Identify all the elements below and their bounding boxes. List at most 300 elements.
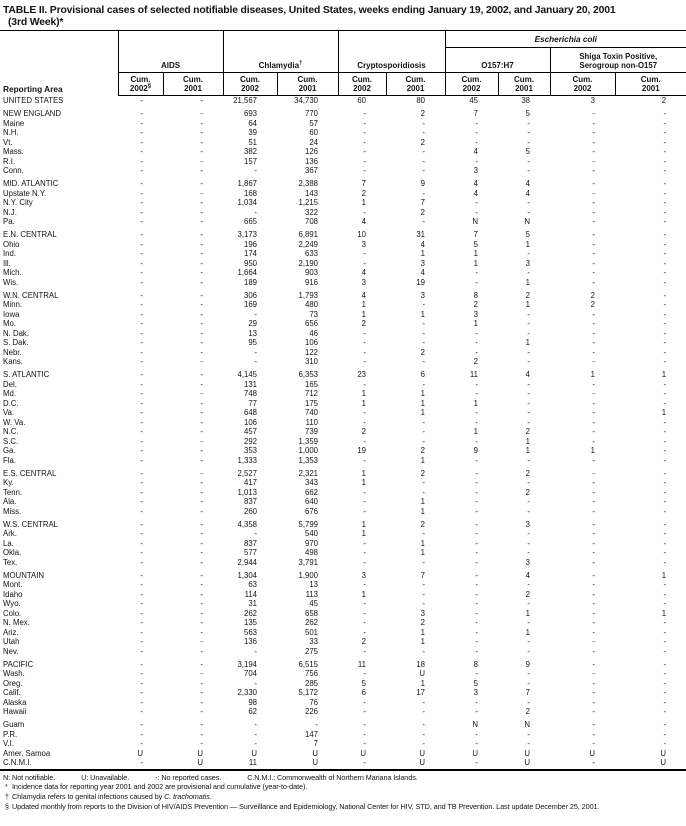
value-cell: - <box>140 468 143 478</box>
table-row <box>0 217 686 227</box>
value-cell: - <box>140 697 143 707</box>
value-cell: - <box>200 137 203 147</box>
value-cell: 5 <box>473 678 478 688</box>
table-row <box>0 628 686 638</box>
value-cell: - <box>200 207 203 217</box>
value-cell: 2 <box>473 357 478 367</box>
value-cell: - <box>663 529 667 539</box>
value-cell: 563 <box>243 627 257 637</box>
value-cell: - <box>663 249 667 259</box>
value-cell: 51 <box>248 137 257 147</box>
value-cell: - <box>140 589 143 599</box>
value-cell: - <box>200 436 203 446</box>
reporting-area-cell: Ark. <box>3 529 17 539</box>
value-cell: - <box>663 198 667 208</box>
reporting-area-cell: NEW ENGLAND <box>3 109 62 119</box>
value-cell: 4 <box>525 188 530 198</box>
value-cell: - <box>663 678 667 688</box>
footnote-note: † Chlamydia refers to genital infections caused by C. trachomatis. <box>5 792 212 802</box>
value-cell: - <box>140 529 143 539</box>
reporting-area-cell: Va. <box>3 408 15 418</box>
value-cell: 11 <box>223 758 277 770</box>
value-cell: U <box>386 758 445 770</box>
value-cell: - <box>592 468 595 478</box>
value-cell: - <box>527 529 530 539</box>
value-cell: 306 <box>243 290 257 300</box>
value-cell: 2,321 <box>298 468 318 478</box>
value-cell: - <box>200 669 203 679</box>
value-cell: - <box>254 309 257 319</box>
value-cell: - <box>200 729 203 739</box>
value-cell: - <box>663 707 667 717</box>
value-cell: - <box>140 147 143 157</box>
reporting-area-cell: Amer. Samoa <box>3 748 51 758</box>
value-cell: - <box>200 290 203 300</box>
value-cell: 57 <box>309 118 318 128</box>
value-cell: 1 <box>473 319 478 329</box>
value-cell: - <box>527 669 530 679</box>
value-cell: - <box>200 398 203 408</box>
table-row <box>0 679 686 689</box>
value-cell: - <box>363 338 366 348</box>
value-cell: 1 <box>420 538 425 548</box>
value-cell: - <box>663 669 667 679</box>
value-cell: 1 <box>420 637 425 647</box>
value-cell: 175 <box>304 398 318 408</box>
value-cell: 113 <box>305 589 318 599</box>
value-cell: - <box>592 188 595 198</box>
value-cell: - <box>663 627 667 637</box>
value-cell: 5 <box>473 239 478 249</box>
value-cell: 135 <box>243 618 257 628</box>
reporting-area-cell: Maine <box>3 118 25 128</box>
value-cell: - <box>422 188 425 198</box>
reporting-area-cell: N. Mex. <box>3 618 30 628</box>
value-cell: 5,799 <box>298 519 318 529</box>
value-cell: - <box>422 697 425 707</box>
table-row <box>0 208 686 218</box>
value-cell: - <box>422 557 425 567</box>
value-cell: - <box>200 417 203 427</box>
value-cell: 19 <box>357 446 366 456</box>
value-cell: - <box>592 328 595 338</box>
value-cell: 3 <box>361 570 366 580</box>
table-row <box>0 259 686 269</box>
value-cell: - <box>363 599 366 609</box>
footnote-legend-item: -: No reported cases. <box>155 772 222 782</box>
value-cell: - <box>200 478 203 488</box>
reporting-area-cell: W.S. CENTRAL <box>3 519 59 529</box>
value-cell: - <box>663 427 667 437</box>
value-cell: - <box>422 128 425 138</box>
value-cell: 1 <box>525 239 530 249</box>
value-cell: - <box>422 739 425 749</box>
value-cell: 916 <box>304 277 318 287</box>
cum-header-cell: Cum. 2002 <box>338 73 386 96</box>
value-cell: 322 <box>304 207 318 217</box>
value-cell: 4 <box>525 179 530 189</box>
value-cell: 2 <box>420 468 425 478</box>
value-cell: - <box>200 300 203 310</box>
reporting-area-cell: Guam <box>3 720 25 730</box>
value-cell: - <box>200 128 203 138</box>
value-cell: - <box>475 436 478 446</box>
reporting-area-cell: S. ATLANTIC <box>3 370 50 380</box>
value-cell: 260 <box>243 506 257 516</box>
reporting-area-cell: MOUNTAIN <box>3 570 45 580</box>
value-cell: 45 <box>469 96 478 106</box>
value-cell: 1 <box>361 468 366 478</box>
value-cell: 2 <box>590 290 595 300</box>
value-cell: - <box>140 417 143 427</box>
value-cell: - <box>527 118 530 128</box>
value-cell: - <box>140 217 143 227</box>
value-cell: - <box>592 277 595 287</box>
table-row <box>0 176 686 189</box>
value-cell: - <box>592 118 595 128</box>
value-cell: - <box>363 618 366 628</box>
value-cell: - <box>363 729 366 739</box>
value-cell: 970 <box>304 538 318 548</box>
value-cell: - <box>592 570 595 580</box>
cum-header-cell: Cum. 2002 <box>550 73 615 96</box>
value-cell: - <box>422 720 425 730</box>
table-row <box>0 707 686 717</box>
value-cell: - <box>527 678 530 688</box>
table-row <box>0 278 686 288</box>
value-cell: 343 <box>304 478 318 488</box>
value-cell: - <box>363 720 366 730</box>
value-cell: - <box>475 519 478 529</box>
value-cell: - <box>475 637 478 647</box>
value-cell: - <box>663 258 667 268</box>
value-cell: - <box>200 446 203 456</box>
value-cell: - <box>140 497 143 507</box>
value-cell: - <box>200 156 203 166</box>
value-cell: 147 <box>304 729 318 739</box>
value-cell: - <box>475 570 478 580</box>
value-cell: 45 <box>309 599 318 609</box>
value-cell: - <box>200 618 203 628</box>
value-cell: - <box>592 230 595 240</box>
value-cell: 693 <box>243 109 257 119</box>
reporting-area-cell: Mass. <box>3 147 24 157</box>
value-cell: - <box>592 179 595 189</box>
value-cell: 29 <box>248 319 257 329</box>
value-cell: - <box>200 347 203 357</box>
table-row <box>0 688 686 698</box>
value-cell: - <box>475 128 478 138</box>
table-row <box>0 138 686 148</box>
value-cell: - <box>140 207 143 217</box>
value-cell: - <box>422 707 425 717</box>
value-cell: - <box>592 389 595 399</box>
value-cell: - <box>475 599 478 609</box>
table-row <box>0 609 686 619</box>
value-cell: - <box>475 669 478 679</box>
value-cell: - <box>363 707 366 717</box>
value-cell: - <box>363 580 366 590</box>
table-row <box>0 669 686 679</box>
value-cell: - <box>140 118 143 128</box>
value-cell: U <box>360 748 366 758</box>
table-row <box>0 399 686 409</box>
reporting-area-cell: Alaska <box>3 697 27 707</box>
value-cell: 2 <box>525 707 530 717</box>
value-cell: - <box>140 268 143 278</box>
footnote-marker: § <box>5 804 9 812</box>
value-cell: 122 <box>304 347 318 357</box>
value-cell: 165 <box>304 379 318 389</box>
value-cell: - <box>363 669 366 679</box>
value-cell: - <box>363 128 366 138</box>
value-cell: 662 <box>304 487 318 497</box>
value-cell: - <box>527 637 530 647</box>
value-cell: - <box>527 408 530 418</box>
value-cell: 4 <box>420 268 425 278</box>
table-title-line1: TABLE II. Provisional cases of selected notifiable diseases, United States, weeks ending January 19, 2002, and January 20, 2001 <box>3 5 616 16</box>
table-row <box>0 497 686 507</box>
value-cell: - <box>592 258 595 268</box>
chlamydia-header-spacer <box>223 31 338 48</box>
value-cell: 262 <box>304 618 318 628</box>
value-cell: - <box>592 427 595 437</box>
value-cell: - <box>663 230 667 240</box>
value-cell: - <box>445 758 498 770</box>
value-cell: U <box>163 758 223 770</box>
value-cell: - <box>422 580 425 590</box>
value-cell: - <box>200 118 203 128</box>
value-cell: 8 <box>473 290 478 300</box>
value-cell: - <box>592 529 595 539</box>
value-cell: 38 <box>521 96 530 106</box>
value-cell: - <box>200 688 203 698</box>
value-cell: U <box>419 748 425 758</box>
value-cell: - <box>592 580 595 590</box>
value-cell: - <box>200 277 203 287</box>
value-cell: - <box>254 166 257 176</box>
footnote-marker: * <box>5 783 8 791</box>
value-cell: - <box>663 548 667 558</box>
value-cell: - <box>140 188 143 198</box>
value-cell: - <box>475 506 478 516</box>
value-cell: - <box>592 109 595 119</box>
value-cell: - <box>527 156 530 166</box>
reporting-area-cell: Kans. <box>3 357 23 367</box>
value-cell: - <box>140 137 143 147</box>
value-cell: - <box>592 239 595 249</box>
reporting-area-cell: N. Dak. <box>3 328 29 338</box>
value-cell: 656 <box>304 319 318 329</box>
value-cell: - <box>422 589 425 599</box>
value-cell: - <box>200 309 203 319</box>
value-cell: 5 <box>525 109 530 119</box>
reporting-area-cell: R.I. <box>3 156 16 166</box>
value-cell: - <box>254 729 257 739</box>
value-cell: - <box>254 357 257 367</box>
value-cell: - <box>200 258 203 268</box>
value-cell: - <box>592 217 595 227</box>
cum-header-cell: Cum. 2001 <box>163 73 223 96</box>
value-cell: - <box>140 277 143 287</box>
value-cell: - <box>200 538 203 548</box>
value-cell: - <box>200 370 203 380</box>
value-cell: 6 <box>361 688 366 698</box>
value-cell: - <box>527 729 530 739</box>
value-cell: - <box>475 580 478 590</box>
value-cell: - <box>592 646 595 656</box>
reporting-area-cell: Utah <box>3 637 20 647</box>
value-cell: 3,791 <box>298 557 318 567</box>
value-cell: - <box>475 478 478 488</box>
value-cell: 11 <box>469 370 478 380</box>
value-cell: - <box>200 198 203 208</box>
value-cell: - <box>422 729 425 739</box>
value-cell: 2 <box>361 319 366 329</box>
value-cell: 3 <box>473 166 478 176</box>
value-cell: 4 <box>361 290 366 300</box>
value-cell: - <box>592 659 595 669</box>
value-cell: 7 <box>473 109 478 119</box>
table-row <box>0 166 686 176</box>
value-cell: 13 <box>248 328 257 338</box>
value-cell: - <box>363 557 366 567</box>
value-cell: - <box>140 408 143 418</box>
value-cell: - <box>363 258 366 268</box>
reporting-area-cell: N.Y. City <box>3 198 33 208</box>
value-cell: 2,388 <box>298 179 318 189</box>
value-cell: - <box>140 627 143 637</box>
value-cell: - <box>663 328 667 338</box>
table-row <box>0 739 686 749</box>
value-cell: - <box>140 370 143 380</box>
value-cell: - <box>140 729 143 739</box>
reporting-area-cell: Wash. <box>3 669 25 679</box>
value-cell: 1 <box>361 300 366 310</box>
value-cell: 3 <box>361 277 366 287</box>
value-cell: 6,891 <box>298 230 318 240</box>
value-cell: - <box>663 487 667 497</box>
value-cell: - <box>475 618 478 628</box>
value-cell: - <box>200 519 203 529</box>
value-cell: 1 <box>361 478 366 488</box>
value-cell: - <box>140 538 143 548</box>
value-cell: 1 <box>420 548 425 558</box>
value-cell: 1 <box>473 427 478 437</box>
value-cell: 1,000 <box>298 446 318 456</box>
value-cell: - <box>663 309 667 319</box>
value-cell: - <box>475 408 478 418</box>
cum-header-cell: Cum. 2001 <box>498 73 550 96</box>
value-cell: 704 <box>243 669 257 679</box>
value-cell: 46 <box>309 328 318 338</box>
value-cell: - <box>475 118 478 128</box>
value-cell: - <box>140 357 143 367</box>
value-cell: - <box>475 608 478 618</box>
value-cell: 2 <box>361 427 366 437</box>
value-cell: - <box>663 389 667 399</box>
reporting-area-cell: N.J. <box>3 207 17 217</box>
value-cell: N <box>472 720 478 730</box>
value-cell: - <box>140 580 143 590</box>
value-cell: 1,664 <box>237 268 257 278</box>
reporting-area-cell: Mich. <box>3 268 22 278</box>
value-cell: - <box>200 497 203 507</box>
value-cell: - <box>475 379 478 389</box>
value-cell: 3 <box>525 557 530 567</box>
value-cell: U <box>472 748 478 758</box>
value-cell: - <box>663 379 667 389</box>
value-cell: 2 <box>525 427 530 437</box>
value-cell: 1 <box>420 398 425 408</box>
value-cell: - <box>200 338 203 348</box>
value-cell: 31 <box>416 230 425 240</box>
value-cell: 2,944 <box>237 557 257 567</box>
table-row <box>0 507 686 517</box>
value-cell: - <box>140 309 143 319</box>
value-cell: - <box>663 446 667 456</box>
value-cell: - <box>475 557 478 567</box>
reporting-area-cell: Pa. <box>3 217 15 227</box>
value-cell: 4 <box>361 268 366 278</box>
value-cell: - <box>200 96 203 106</box>
value-cell: - <box>592 338 595 348</box>
footnote-marker: † <box>5 794 9 802</box>
value-cell: - <box>592 147 595 157</box>
reporting-area-cell: Mont. <box>3 580 23 590</box>
table-row <box>0 329 686 339</box>
table-row <box>0 516 686 529</box>
value-cell: - <box>363 417 366 427</box>
value-cell: - <box>592 497 595 507</box>
value-cell: - <box>663 519 667 529</box>
value-cell: - <box>592 156 595 166</box>
value-cell: - <box>200 646 203 656</box>
value-cell: - <box>200 557 203 567</box>
value-cell: - <box>663 239 667 249</box>
table-row <box>0 96 686 106</box>
value-cell: - <box>592 487 595 497</box>
value-cell: 1 <box>361 198 366 208</box>
footnote-note: * Incidence data for reporting year 2001 and 2002 are provisional and cumulative (year-to-date). <box>5 781 308 791</box>
table-row <box>0 758 686 770</box>
value-cell: - <box>592 688 595 698</box>
value-cell: - <box>592 538 595 548</box>
footnote-legend <box>3 773 682 782</box>
value-cell: N <box>524 720 530 730</box>
value-cell: 1 <box>473 258 478 268</box>
value-cell: - <box>200 217 203 227</box>
table-title <box>0 5 686 28</box>
value-cell: - <box>200 637 203 647</box>
value-cell: 2,190 <box>298 258 318 268</box>
value-cell: 2 <box>361 188 366 198</box>
value-cell: - <box>527 580 530 590</box>
chlamydia-group-header: Chlamydia† <box>223 48 338 73</box>
value-cell: - <box>527 455 530 465</box>
value-cell: - <box>475 529 478 539</box>
value-cell: - <box>663 646 667 656</box>
footnote-legend-item: N: Not notifiable. <box>3 772 56 782</box>
value-cell: - <box>592 398 595 408</box>
value-cell: - <box>663 357 667 367</box>
table-row <box>0 227 686 240</box>
value-cell: 24 <box>309 137 318 147</box>
value-cell: - <box>140 109 143 119</box>
reporting-area-cell: Minn. <box>3 300 23 310</box>
value-cell: - <box>527 538 530 548</box>
value-cell: - <box>527 646 530 656</box>
